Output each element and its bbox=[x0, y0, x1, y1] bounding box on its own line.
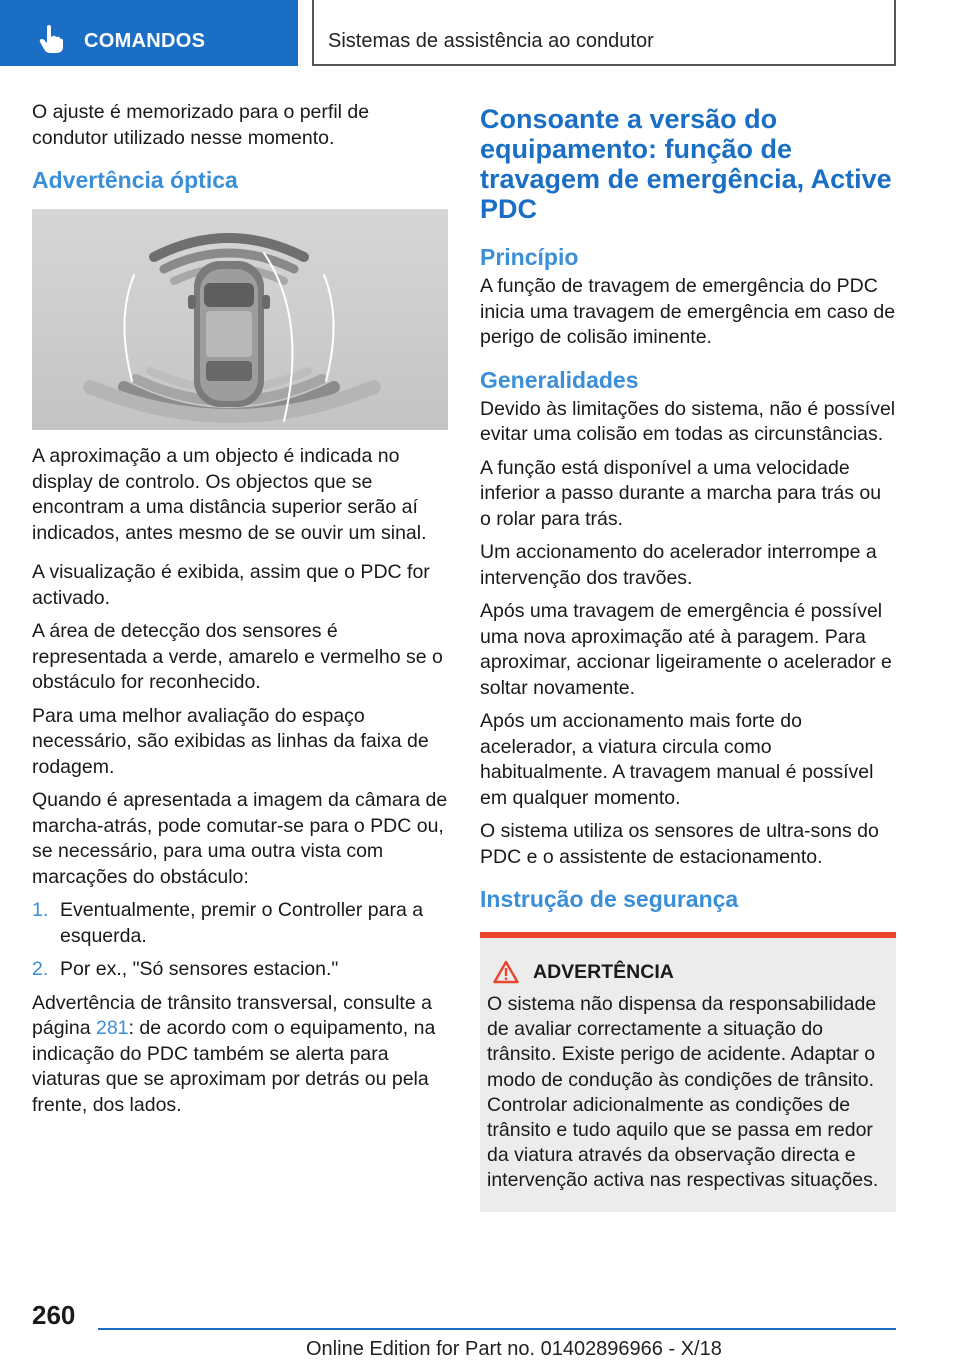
footer-divider bbox=[98, 1328, 896, 1330]
section-label: COMANDOS bbox=[84, 30, 206, 52]
paragraph-approach: A aproximação a um objecto é indicada no display de controlo. Os objectos que se encontram a uma distância superior serão aí indicados, antes mesmo de se ouvir um sinal. bbox=[32, 445, 427, 544]
chapter-header bbox=[312, 0, 896, 66]
warning-triangle-icon bbox=[493, 960, 519, 984]
paragraph-cross-traffic bbox=[32, 991, 448, 1119]
step-text: Eventualmente, premir o Controller para a esquerda. bbox=[60, 899, 424, 947]
paragraph-general-4: Após uma travagem de emergência é possível uma nova aproximação até à paragem. Para aproximar, accionar ligeiramente o acelerador e soltar novamente. bbox=[480, 600, 892, 699]
right-column bbox=[480, 100, 896, 1212]
pdc-car-sensor-graphic bbox=[32, 209, 448, 430]
section-title: Consoante a versão do equipamento: função de travagem de emergência, Active PDC bbox=[480, 104, 892, 224]
cross-traffic-text-end: : de acordo com o equipamento, na indicação do PDC também se alerta para viaturas que se aproximam por detrás ou pela frente, dos lados. bbox=[32, 1017, 436, 1116]
chapter-title: Sistemas de assistência ao condutor bbox=[328, 30, 654, 52]
heading-principle: Princípio bbox=[480, 244, 579, 270]
step-text: Por ex., "Só sensores estacion." bbox=[60, 958, 339, 980]
cross-traffic-text-start: Advertência de trânsito transversal, consulte a página bbox=[32, 991, 432, 1039]
warning-title: ADVERTÊNCIA bbox=[533, 960, 674, 983]
page-link-281[interactable]: 281 bbox=[95, 1017, 129, 1039]
step-number: 2. bbox=[32, 958, 49, 980]
heading-visual-warning: Advertência óptica bbox=[32, 167, 238, 193]
page-number: 260 bbox=[32, 1300, 76, 1330]
list-item bbox=[32, 898, 448, 949]
intro-paragraph: O ajuste é memorizado para o perfil de condutor utilizado nesse momento. bbox=[32, 101, 370, 149]
paragraph-rear-camera: Quando é apresentada a imagem da câmara de marcha-atrás, pode comutar-se para o PDC ou, se necessário, para uma outra vista com marcações do obstáculo: bbox=[32, 789, 448, 888]
paragraph-general-6: O sistema utiliza os sensores de ultra-sons do PDC e o assistente de estacionamento. bbox=[480, 820, 879, 868]
steps-list bbox=[32, 898, 448, 983]
warning-header bbox=[487, 960, 888, 984]
paragraph-detection-area: A área de detecção dos sensores é representada a verde, amarelo e vermelho se o obstáculo for reconhecido. bbox=[32, 620, 443, 693]
heading-general: Generalidades bbox=[480, 366, 639, 393]
list-item bbox=[32, 957, 448, 983]
warning-box bbox=[480, 932, 896, 1212]
warning-text: O sistema não dispensa da responsabilidade de avaliar correctamente a situação do trânsito. Existe perigo de acidente. Adaptar o modo de condução às condições de trânsito. Controlar adicionalmente as condições de trânsito e tudo aquilo que se passa em redor da viatura através da observação directa e intervenção activa nas respectivas situações. bbox=[487, 993, 879, 1192]
footer-edition: Online Edition for Part no. 01402896966 - X/18 bbox=[306, 1338, 722, 1360]
hand-control-icon bbox=[38, 24, 64, 54]
step-number: 1. bbox=[32, 899, 49, 921]
pdc-display-illustration bbox=[32, 209, 448, 430]
left-column bbox=[32, 100, 448, 1126]
paragraph-lane-lines: Para uma melhor avaliação do espaço necessário, são exibidas as linhas da faixa de rodagem. bbox=[32, 704, 429, 778]
paragraph-general-1: Devido às limitações do sistema, não é possível evitar uma colisão em todas as circunstâncias. bbox=[480, 397, 896, 445]
paragraph-general-2: A função está disponível a uma velocidade inferior a passo durante a marcha para trás ou o rolar para trás. bbox=[480, 456, 882, 530]
section-tab bbox=[0, 0, 298, 66]
paragraph-activation: A visualização é exibida, assim que o PDC for activado. bbox=[32, 561, 430, 609]
heading-safety: Instrução de segurança bbox=[480, 886, 739, 912]
paragraph-principle: A função de travagem de emergência do PDC inicia uma travagem de emergência em caso de perigo de colisão iminente. bbox=[480, 275, 896, 348]
paragraph-general-3: Um accionamento do acelerador interrompe a intervenção dos travões. bbox=[480, 541, 877, 589]
paragraph-general-5: Após um accionamento mais forte do acelerador, a viatura circula como habitualmente. A travagem manual é possível em qualquer momento. bbox=[480, 710, 874, 809]
